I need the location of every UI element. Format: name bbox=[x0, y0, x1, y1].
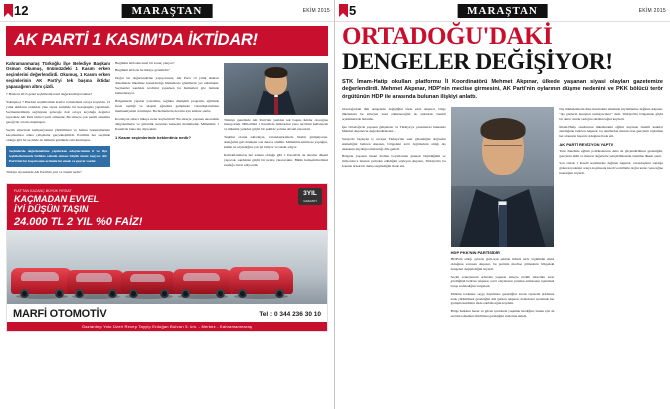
ad-address: Gaziantep Yolu Üzeri Recep Tayyip Erdoğan Bulvarı 5. km. - Merkez - Kahramanmaraş bbox=[7, 322, 327, 331]
left-column-3 bbox=[224, 61, 328, 179]
left-page-number bbox=[0, 3, 32, 18]
left-c1-p2: Yaklaşıkça 7 Haziran seçimlerinde konfor ivmelemesi ortaya koyuldu. 13 yıllık iktidarın ardından yine siyasi zeminde bir hesaplaşma yapılmadı. Seçmenlerimizin sağduyusu geleceğe dair ortaya koyduğu değerler sayesinde AK Parti birinci parti olmuştur. Bu süreçte çok partili sistemin gereği bir ortam oluşmuştur. bbox=[6, 100, 110, 125]
ad-warranty-badge bbox=[298, 188, 322, 205]
ad-tagline: FIAT'TAN KAZANÇ BÜYÜK FIRSAT bbox=[14, 189, 72, 194]
right-c1-p4: Bölgede yaşanan insani dramın boyutlarının giderek büyüdüğünü ve milyonlarca insanın yerinden edildiğini söyleyen Akpınar, Türkiye'nin bu konuda örnek bir duruş sergilediğini ifade etti. bbox=[342, 154, 446, 169]
car-4 bbox=[173, 269, 233, 294]
left-c2-p1: Bugünkü tablodan nasıl bir sonuç çıkıyor? bbox=[115, 60, 175, 65]
left-c2-p4: Bölgemizde yapılan yatırımlar, sağlıkta dönüşüm programı, eğitimde fırsat eşitliği ve ulaşım ağındaki gelişmeler vatandaşlarımızın memnuniyetini artırmıştır. Bu hizmetlerin devamı için istikrar şarttır. bbox=[115, 99, 219, 114]
left-columns bbox=[6, 61, 328, 179]
left-portrait-photo bbox=[224, 63, 328, 115]
left-advertisement[interactable] bbox=[6, 183, 328, 332]
car-2 bbox=[67, 270, 125, 294]
right-portrait-tie bbox=[499, 205, 507, 247]
car-4-wheel-front bbox=[181, 289, 190, 298]
right-masthead bbox=[335, 0, 670, 22]
ad-phone[interactable]: Tel : 0 344 236 30 10 bbox=[259, 310, 321, 318]
ad-warranty-label: GARANTİ bbox=[303, 199, 317, 204]
car-4-wheel-rear bbox=[216, 289, 225, 298]
right-column-1 bbox=[342, 107, 446, 357]
left-c2-p2: Bugünkü tabloda bu ülkeye gereklidir? bbox=[115, 68, 170, 73]
car-3 bbox=[121, 271, 177, 294]
right-column-3 bbox=[559, 107, 663, 357]
ad-header bbox=[7, 184, 327, 230]
ad-offer: 24.000 TL 2 YIL %0 FAİZ! bbox=[14, 216, 143, 229]
car-3-wheel-front bbox=[129, 289, 138, 298]
right-c1-p1: Ortadoğu'daki tüm dengelerin değiştiğini ifade eden Akpınar, bölge ülkelerinin bu süreçten nasıl etkileneceğini de anlatarak önemli açıklamalarda bulundu. bbox=[342, 107, 446, 121]
car-1 bbox=[11, 268, 73, 294]
right-portrait-hair bbox=[480, 118, 525, 140]
left-kicker: Kahramanmaraş Türkoğlu İlçe Belediye Başkanı Osman Okumuş, önümüzdeki 1 Kasım erken seçimlerini değerlendirdi. Okumuş, 1 Kasım erken seçimlerinin AK Parti'yi tek başına iktidar yapacağının altını çizdi. bbox=[6, 60, 110, 89]
left-c3-p3: Kahramanmaraş her zaman olduğu gibi 1 Kasım'da da üzerine düşeni yapacak, sandıktan güçlü bir netice çıkaracaktır. Bütün hemşehrilerimizi sandığa davet ediyorum. bbox=[224, 153, 328, 168]
car-4-window bbox=[183, 273, 220, 282]
right-masthead-logo: MARAŞTAN bbox=[457, 4, 548, 18]
right-page-number bbox=[335, 3, 360, 18]
ad-footer bbox=[7, 304, 327, 322]
right-c3-p1: Dış müdahalelerin ülke üzerindeki etkisinde söylemlerine değinen Akpınar, "dış güçlerin hesapları tutmayacaktır" dedi. Türkiye'nin bölgesinde güçlü bir aktör olarak varlığını sürdüreceğini kaydetti. bbox=[559, 107, 664, 121]
car-1-wheel-front bbox=[20, 289, 29, 298]
right-c2-p1: HDP'nin aldığı oylarda gizli-açık şekilde bölücü terör örgütünün etkisi olduğunu savunan Akpınar, bu partinin meclise girmesinin bölgedeki dengeleri değiştirdiğini söyledi. bbox=[450, 257, 555, 271]
car-2-window bbox=[76, 273, 112, 281]
right-c3-subhead: AK PARTİ REVİZYON YAPTI! bbox=[559, 141, 614, 147]
left-c3-p1: Türkiye genelinde AK Parti'nin yeniden tek başına iktidar olacağına inanıyorum. Milletimiz 1 Kasım'da istikrardan yana tercihini kullanacak ve ülkemiz yeniden güçlü bir şekilde yoluna devam edecektir. bbox=[224, 117, 328, 132]
left-column-2 bbox=[115, 61, 219, 179]
portrait-hair bbox=[265, 67, 288, 78]
left-c3-p2: Teşkilat olarak sahadayız, vatandaşlarımızla birebir görüşüyoruz. Aldığımız geri dönüşler son derece olumlu. Milletimiz kimin ne yaptığını, kimin ne söylediğini çok iyi biliyor ve takdir ediyor. bbox=[224, 135, 328, 150]
ad-line2: İYİ DÜŞÜN TAŞIN bbox=[14, 203, 89, 214]
right-headline-black: DENGELER DEĞİŞİYOR! bbox=[342, 49, 613, 75]
right-c2-p2: Seçim sonuçlarının ardından yaşanan süreçte çözüm sürecinin zarar gördüğünü belirten Akpınar, terör olaylarının yeniden artmasının toplumsal barışı zedelediğini vurguladı. bbox=[450, 274, 555, 289]
right-column-2 bbox=[451, 107, 555, 357]
right-c2-p4: Bölge halkının huzur ve güven içerisinde yaşamak istediğini, bunun için de terörün tamamen bitirilmesi gerektiğini sözlerine ekledi. bbox=[450, 309, 555, 319]
car-1-window bbox=[21, 272, 59, 281]
right-c3-p2: İmam-Hatip okullarının ülkemizdeki eğitim hayatına önemli katkılar sunduğunu belirten Akpınar, bu okullardan mezun olan gençlerin toplumun her alanında başarılı olduğunu ifade etti. bbox=[559, 124, 664, 139]
flag-icon bbox=[4, 4, 13, 17]
car-2-wheel-front bbox=[75, 289, 84, 298]
left-masthead-logo: MARAŞTAN bbox=[122, 4, 213, 18]
left-page-number-label: 12 bbox=[14, 3, 29, 18]
left-c1-p1: 7 Haziran 2015 genel seçimlerini nasıl değerlendiriyorsunuz? bbox=[6, 92, 93, 97]
right-page bbox=[335, 0, 670, 409]
right-portrait-glasses bbox=[484, 145, 522, 153]
car-5 bbox=[229, 267, 293, 294]
left-c1-pullquote: Seçimlerde değerlendirme yapılırken adaylarımızın il ve ilçe teşkilatlarımızla birlikte sahada olması büyük önem taşıyor. AK Parti'nin bu başarısının ardında bu emek ve gayret vardır. bbox=[6, 146, 110, 167]
right-page-number-label: 5 bbox=[349, 3, 357, 18]
left-masthead bbox=[0, 0, 334, 22]
right-c3-p4: Son olarak 1 Kasım seçimlerine değinen Akpınar, vatandaşların sandığa giderek iradesini ortaya koymasını istedi ve milletin doğru kararı vereceğine inandığını söyledi. bbox=[559, 161, 664, 176]
right-c2-p3: Milletin iradesine saygı duyulması gerektiğini ancak siyasetin şiddetten uzak yürütülmesi gerektiğini dile getiren Akpınar, demokrasi içerisinde her görüşün kendisini ifade edebileceğini kaydetti. bbox=[450, 291, 555, 306]
ad-warranty-years: 3YIL bbox=[303, 190, 317, 198]
flag-icon bbox=[339, 4, 348, 17]
right-headline-group bbox=[342, 25, 663, 74]
left-c2-p3: Doğru bir değerlendirme yapıyorsanız, AK Parti 13 yıllık iktidarı döneminde ülkemize kazandırdığı hizmetlerle gönüllerde yer edinmiştir. Seçmenler sandıkta tercihini yaparken bu hizmetleri göz önünde bulunduruyor. bbox=[115, 76, 219, 96]
portrait-tie bbox=[274, 97, 278, 115]
right-c3-p3: Yeni dönemde eğitim politikalarının daha da güçlendirilmesi gerektiğini, gençlerin milli ve manevi değerlerle yetiştirilmesinin önemine dikkat çekti. bbox=[559, 148, 664, 158]
right-headline-red: ORTADOĞU'DAKİ bbox=[342, 23, 553, 50]
left-column-1 bbox=[6, 61, 110, 179]
car-1-wheel-rear bbox=[55, 289, 64, 298]
car-5-window bbox=[239, 271, 279, 280]
left-masthead-date: EKİM 2015 bbox=[302, 7, 330, 14]
car-2-wheel-rear bbox=[108, 289, 117, 298]
left-c1-p3: Seçim sürecinde kampanyaların yürütülmesi ve halkın beklentilerinin karşılanması adına çalışmalar gerçekleştirildi. Partimiz her seçimde olduğu gibi bu seçimde de milletin gönlünde taht kurmuştur. bbox=[6, 128, 110, 143]
left-headline: AK PARTİ 1 KASIM'DA İKTİDAR! bbox=[14, 31, 258, 49]
ad-car-lineup-photo bbox=[7, 230, 327, 304]
ad-dealer-name: MARFİ OTOMOTİV bbox=[13, 308, 107, 321]
right-masthead-date: EKİM 2015 bbox=[638, 7, 666, 14]
right-c1-p3: Suriye'de başlayan iç savaşın Türkiye'nin sınır güvenliğini doğrudan etkilediğini belirten Akpınar, bölgedeki terör örgütlerinin aldığı dış destekten duyduğu rahatsızlığı dile getirdi. bbox=[342, 137, 446, 151]
car-5-wheel-front bbox=[238, 289, 247, 298]
car-3-window bbox=[130, 274, 165, 282]
left-c2-subhead: 1 Kasım seçimlerinde beklentiniz nedir? bbox=[115, 135, 192, 141]
left-c1-p4: Türkiye siyasetinde AK Parti'nin yeri ve önemi nedir? bbox=[6, 170, 82, 175]
right-lead-paragraph: STK İmam-Hatip okulları platformu İl Koordinatörü Mehmet Akpınar, ülkede yaşanan siyasi olayları gazetemize değerlendirdi. Mehmet Akpınar, HDP'nin meclise girmesini, AK Parti'nin oylarının düşme nedenini ve PKK bölücü terör örgütünün HDP ile arasında bulunan ilişkiyi anlattı. bbox=[342, 78, 663, 101]
right-c1-p2: İşte Ortadoğu'da yaşanan gelişmeler ve Türkiye'ye yansımaları hakkında Mehmet Akpınar'ın değerlendirmeleri... bbox=[342, 124, 446, 134]
car-5-wheel-rear bbox=[275, 289, 284, 298]
right-portrait-photo bbox=[451, 107, 555, 247]
right-columns bbox=[342, 107, 663, 357]
left-c2-p5: Koalisyon süreci ülkeye neler kaybettirdi? Bu süreçte yaşanan ekonomik dalgalanmalar ve güvenlik sorunları herkesin malumudur. Milletimiz 1 Kasım'da buna dur diyecektir. bbox=[115, 117, 219, 132]
left-headline-band bbox=[6, 26, 328, 56]
ad-line1: KAÇMADAN EVVEL bbox=[14, 193, 100, 204]
car-3-wheel-rear bbox=[160, 289, 169, 298]
right-c2-subhead: HDP PKK'NIN PARTİSİDİR bbox=[450, 250, 500, 256]
